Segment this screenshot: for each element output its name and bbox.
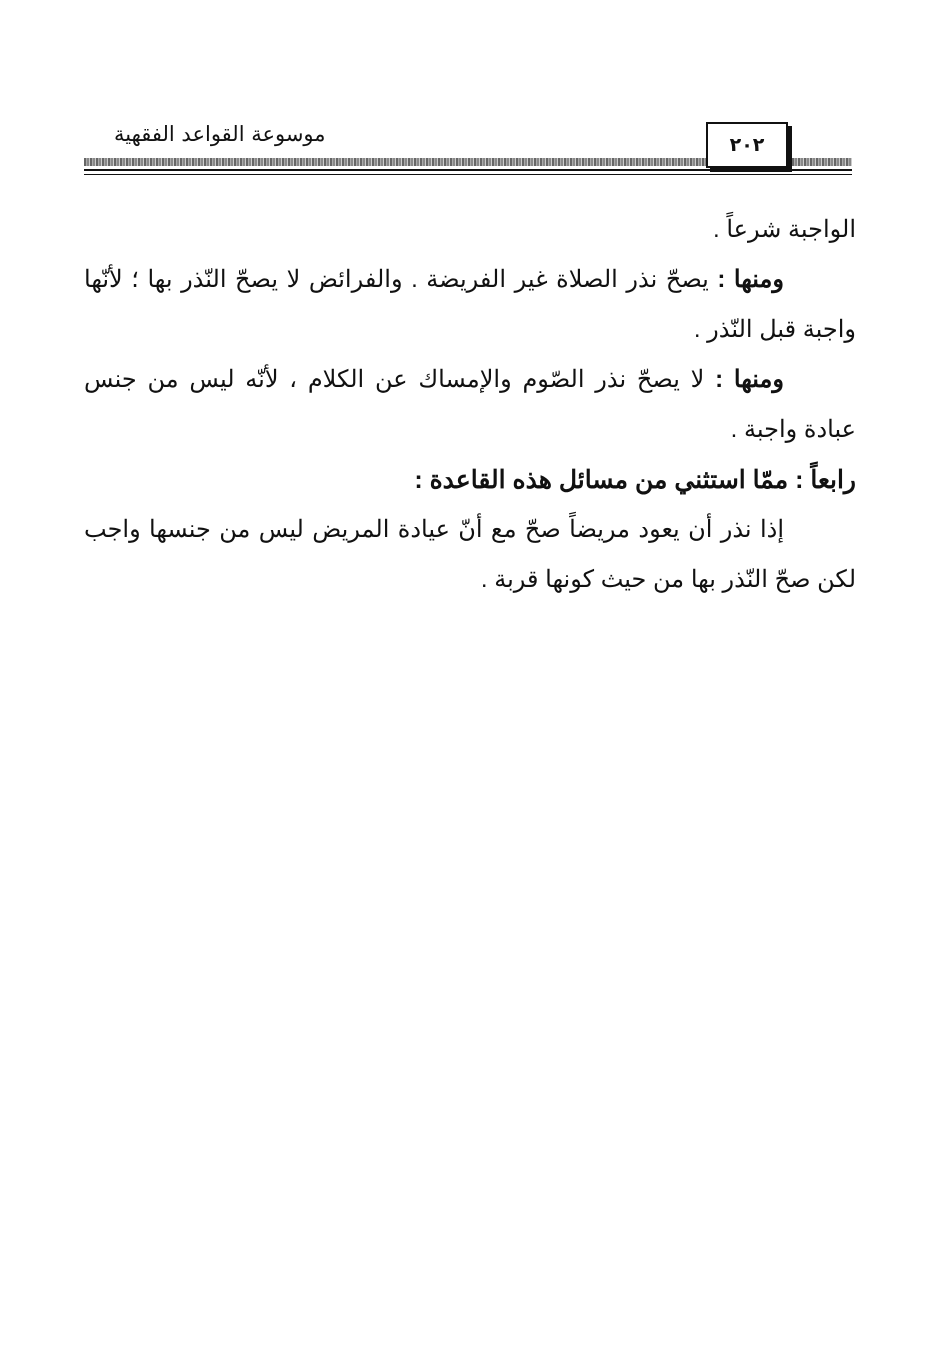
paragraph-continuation: الواجبة شرعاً . bbox=[713, 216, 856, 243]
header-rule-thin bbox=[84, 174, 852, 175]
paragraph-text: يصحّ نذر الصلاة غير الفريضة . والفرائض لا يصحّ النّذر بها ؛ لأنّها واجبة قبل النّذر . bbox=[84, 266, 856, 343]
paragraph-exception: إذا نذر أن يعود مريضاً صحّ مع أنّ عيادة المريض ليس من جنسها واجب لكن صحّ النّذر بها من حيث كونها قربة . bbox=[84, 516, 856, 593]
page-header bbox=[84, 118, 852, 180]
paragraph-text: لا يصحّ نذر الصّوم والإمساك عن الكلام ، لأنّه ليس من جنس عبادة واجبة . bbox=[84, 366, 856, 443]
paragraph-example-1 bbox=[84, 255, 856, 355]
running-title: موسوعة القواعد الفقهية bbox=[114, 122, 326, 146]
paragraph-lead: ومنها : bbox=[715, 366, 784, 393]
section-heading: رابعاً : ممّا استثني من مسائل هذه القاعدة : bbox=[414, 466, 856, 494]
paragraph-lead: ومنها : bbox=[717, 266, 784, 293]
header-rule-thick bbox=[84, 169, 852, 171]
page-body bbox=[84, 205, 856, 605]
page-number: ٢٠٢ bbox=[706, 122, 788, 168]
paragraph-example-2 bbox=[84, 355, 856, 455]
